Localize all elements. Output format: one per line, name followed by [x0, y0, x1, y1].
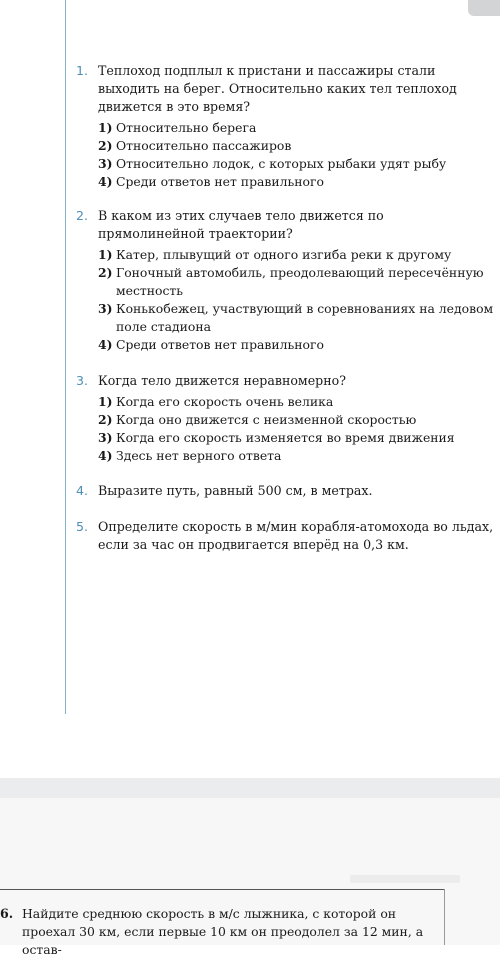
answer-option: 4) Здесь нет верного ответа: [98, 448, 282, 463]
question-text: Когда тело движется неравномерно?: [98, 373, 346, 388]
question-1: [76, 62, 494, 191]
next-page: [0, 798, 500, 957]
question-3: [76, 372, 494, 465]
question-text: Теплоход подплыл к пристани и пассажиры стали выходить на берег. Относительно каких тел теплоход движется в это время?: [98, 63, 457, 114]
answer-list: [98, 393, 494, 465]
question-number: 2.: [76, 208, 89, 223]
answer-option: 4) Среди ответов нет правильного: [98, 174, 324, 189]
answer-option: 1) Катер, плывущий от одного изгиба реки к другому: [98, 247, 452, 262]
question-4: [76, 482, 494, 500]
question-text: Определите скорость в м/мин корабля-атомохода во льдах, если за час он продвигается вперёд на 0,3 км.: [98, 519, 494, 552]
page-gap: [0, 778, 500, 798]
answer-option: 3) Относительно лодок, с которых рыбаки удят рыбу: [98, 156, 447, 171]
answer-option: 2) Гоночный автомобиль, преодолевающий пересечённую местность: [98, 265, 484, 298]
answer-option: 3) Конькобежец, участвующий в соревнованиях на ледовом поле стадиона: [98, 301, 494, 334]
answer-option: 2) Когда оно движется с неизменной скоростью: [98, 412, 417, 427]
question-number: 4.: [76, 483, 89, 498]
box-edge: [444, 889, 445, 945]
question-text: Выразите путь, равный 500 см, в метрах.: [98, 483, 373, 498]
question-number: 1.: [76, 63, 89, 78]
answer-list: [98, 246, 494, 354]
faint-mark: [350, 875, 460, 883]
divider-line: [0, 889, 445, 890]
question-text: В каком из этих случаев тело движется по прямолинейной траектории?: [98, 208, 384, 241]
question-2: [76, 207, 494, 354]
answer-option: 1) Относительно берега: [98, 120, 257, 135]
margin-line: [65, 0, 66, 714]
question-number: 3.: [76, 373, 89, 388]
question-5: [76, 518, 494, 554]
answer-list: [98, 119, 494, 191]
question-number: 6.: [0, 906, 14, 921]
question-6: [0, 905, 440, 959]
answer-option: 4) Среди ответов нет правильного: [98, 337, 324, 352]
answer-option: 3) Когда его скорость изменяется во время движения: [98, 430, 455, 445]
corner-button[interactable]: [468, 0, 500, 16]
answer-option: 2) Относительно пассажиров: [98, 138, 292, 153]
question-number: 5.: [76, 519, 89, 534]
question-text: Найдите среднюю скорость в м/с лыжника, с которой он проехал 30 км, если первые 10 км он преодолел за 12 мин, а остав-: [22, 906, 424, 957]
answer-option: 1) Когда его скорость очень велика: [98, 394, 334, 409]
